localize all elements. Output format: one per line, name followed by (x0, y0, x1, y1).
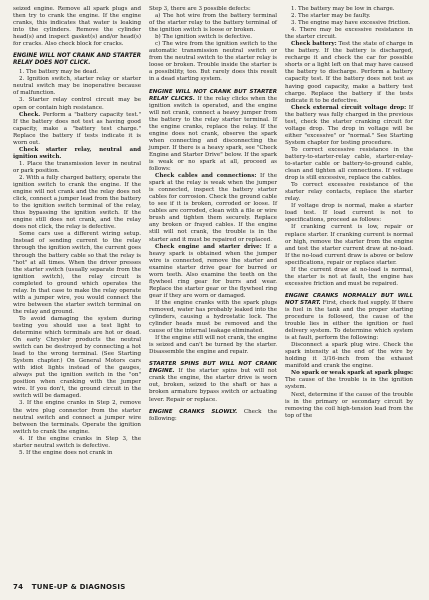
paragraph-text: First, check fuel supply. If there is fuel in the tank and the proper starting procedure is followed, the cause of the trouble lies in either the ignition or fuel delivery system. To determine which system is at fault, perform the following: (285, 299, 413, 342)
list-item: 3. Starter relay control circuit may be open or contain high resistance. (13, 97, 141, 111)
paragraph (285, 105, 413, 147)
list-item: 1. The battery may be dead. (19, 69, 99, 76)
paragraph (149, 89, 277, 174)
run-in-label: Check engine and starter drive: (155, 243, 262, 250)
paragraph-text: If the spark at the relay is weak when the jumper is connected, inspect the battery starter cables for corrosion. Check the ground cable to see if it is broken, corroded or loose. If cables are corroded, clean with a file or wire brush and tighten them securely. Replace any broken or frayed cables. If the engine still will not crank, the trouble is in the starter and it must be repaired or replaced. (149, 173, 277, 243)
paragraph: Disconnect a spark plug wire. Check the spark intensity at the end of the wire by holding it 3/16-inch from the exhaust manifold and crank the engine. (285, 342, 413, 370)
paragraph-text: If the relay clicks when the ignition switch is operated, and the engine will not crank, connect a heavy jumper from the battery to the relay starter terminal. If the engine cranks, replace the relay. If the engine does not crank, observe the spark when connecting and disconnecting the jumper. If there is a heavy spark, see "Check Engine and Starter Drive" below. If the spark is weak or no spark at all, proceed as follows: (149, 95, 277, 173)
paragraph-text: Check the following: (149, 408, 277, 422)
paragraph: To correct excessive resistance of the starter relay contacts, replace the starter relay. (285, 182, 413, 203)
paragraph (285, 41, 413, 104)
paragraph (149, 244, 277, 300)
column-right (285, 6, 413, 420)
run-in-label: Check. (19, 111, 41, 118)
run-in-label: Check external circuit voltage drop: (291, 104, 407, 111)
run-in-label: Check cables and connections: (155, 173, 257, 180)
paragraph (149, 409, 277, 423)
list-item: 1. Place the transmission lever in neutral or park position. (13, 160, 141, 174)
list-item: 3. If the engine cranks in Step 2, remove the wire plug connector from the starter neutral switch and connect a jumper wire between the terminals. Operate the ignition switch to crank the engine. (13, 400, 141, 435)
paragraph (149, 173, 277, 243)
paragraph: Step 3, there are 3 possible defects: (149, 6, 251, 12)
paragraph: Some cars use a different wiring setup. Instead of sending current to the relay through the ignition switch, the current goes through the battery cable so that the relay is "hot" at all times. When the driver presses the starter switch (usually separate from the ignition switch), the relay circuit is completed to ground which operates the relay. In that case to make the relay operate with a jumper wire, you would connect the wire between the starter switch terminal on the relay and ground. (13, 231, 141, 315)
paragraph (285, 293, 413, 342)
page-number: 74 (13, 583, 24, 591)
list-item: b) The ignition switch is defective. (155, 34, 253, 41)
section-heading: STARTER SPINS BUT WILL NOT CRANK ENGINE. (149, 361, 277, 375)
list-item: 1. The battery may be low in charge. (291, 6, 395, 12)
paragraph: To correct excessive resistance in the battery-to-starter-relay cable, starter-relay-to-starter cable or battery-to-ground cable, clean and tighten all connections. If voltage drop is still excessive, replace the cables. (285, 146, 413, 182)
list-item: 5. If the engine does not crank in (19, 449, 113, 456)
paragraph-text: Test the state of charge in the battery. If the battery is discharged, recharge it and check the car for possible shorts or a light left on that may have caused the battery to discharge. Perform a battery capacity test. If the battery does not test as having good capacity, make a battery test charge. Replace the battery if the tests indicate it to be defective. (285, 41, 413, 104)
paragraph-text: If a heavy spark is obtained when the jumper wire is connected, remove the starter and examine starter drive gear for burred or worn teeth. Also examine the teeth on the flywheel ring gear for burrs and wear. Replace the starter gear or the flywheel ring gear if they are worn or damaged. (149, 243, 277, 299)
subheading: Check starter relay, neutral and ignition switch. (13, 146, 141, 160)
paragraph: If voltage drop is normal, make a starter load test. If load current is not to specifications, proceed as follows: (285, 203, 413, 224)
run-in-label: Check battery: (291, 41, 337, 48)
paragraph: Next, determine if the cause of the trouble is in the primary or secondary circuit by removing the coil high-tension lead from the top of the (285, 391, 413, 419)
running-title: TUNE-UP & DIAGNOSIS (31, 583, 126, 591)
paragraph (149, 361, 277, 403)
list-item: c) The wire from the ignition switch to the automatic transmission neutral switch or from the neutral switch to the starter relay is loose or broken. Trouble inside the starter is a possibility, too. But rarely does this result in a dead starting system. (149, 41, 277, 83)
list-item: 4. If the engine cranks in Step 3, the starter neutral switch is defective. (13, 435, 141, 449)
paragraph: If the engine cranks with the spark plugs removed, water has probably leaked into the cylinders, causing a hydrostatic lock. The cylinder heads must be removed and the cause of the internal leakage eliminated. (149, 299, 277, 335)
list-item: 2. The starter may be faulty. (291, 13, 371, 20)
list-item: 2. Ignition switch, starter relay or starter neutral switch may be inoperative because of malfunction. (13, 76, 141, 97)
section-heading: ENGINE CRANKS SLOWLY. (149, 408, 238, 415)
section-heading: ENGINE WILL NOT CRANK BUT STARTER RELAY CLICKS. (149, 88, 277, 102)
paragraph (13, 112, 141, 147)
paragraph-text: The cause of the trouble is in the ignition system. (285, 377, 413, 391)
paragraph-text: Perform a "battery capacity test." If the battery does not test as having good capacity, make a "battery test charge." Replace the battery if tests indicate it is worn out. (13, 111, 141, 146)
list-item: a) The hot wire from the battery terminal of the starter relay to the battery terminal of the ignition switch is loose or broken. (149, 13, 277, 34)
paragraph (285, 370, 413, 391)
paragraph-text: If the battery was fully charged in the previous test, check the starter cranking circuit for voltage drop. The drop in voltage will be either "excessive" or "normal." See Starting System chapter for testing procedure. (285, 104, 414, 146)
list-item: 4. There may be excessive resistance in the starter circuit. (285, 27, 413, 41)
paragraph: seized engine. Remove all spark plugs and then try to crank the engine. If the engine cranks, this indicates that water is leaking into the cylinders. Remove the cylinder head(s) and inspect gasket(s) and/or head(s) for cracks. Also check block for cracks. (13, 6, 141, 48)
section-heading: ENGINE CRANKS NORMALLY BUT WILL NOT START. (285, 292, 413, 306)
section-heading: ENGINE WILL NOT CRANK AND STARTER RELAY DOES NOT CLICK. (13, 53, 141, 67)
page-footer (13, 583, 125, 591)
paragraph: If the engine still will not crank, the engine is seized and can't be turned by the starter. Disassemble the engine and repair. (149, 335, 277, 356)
column-left (13, 6, 141, 457)
run-in-label: No spark or weak spark at spark plugs: (291, 370, 413, 377)
list-item: 2. With a fully charged battery, operate the ignition switch to crank the engine. If the engine will not crank and the relay does not click, connect a jumper lead from the battery to the ignition switch terminal of the relay, thus bypassing the ignition switch. If the engine still does not crank, and the relay does not click, the relay is defective. (13, 174, 141, 231)
paragraph-text: If the starter spins but will not crank the engine, the starter drive is worn out, broken, seized to the shaft or has a broken armature bypass switch or actuating lever. Repair or replace. (149, 368, 277, 403)
paragraph: If cranking current is low, repair or replace starter. If cranking current is normal or high, remove the starter from the engine and test the starter current draw at no-load. If the no-load current draw is above or below specifications, repair or replace starter. (285, 224, 413, 266)
list-item: 3. The engine may have excessive friction. (291, 20, 411, 27)
paragraph: To avoid damaging the system during testing you should use a test light to determine which terminals are hot or dead. On early Chrysler products the neutral switch can be destroyed by connecting a hot lead to the wrong terminal. (See Starting System chapter.) On General Motors cars with idiot lights instead of the gauges, always put the ignition switch in the "on" position when cranking with the jumper wire. If you don't, the ground circuit in the switch will be damaged. (13, 315, 141, 400)
paragraph: If the current draw at no-load is normal, the starter is not at fault, the engine has excessive friction and must be repaired. (285, 266, 413, 287)
column-middle (149, 6, 277, 423)
